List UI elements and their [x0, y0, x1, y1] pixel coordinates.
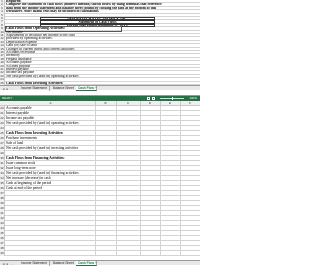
cell-a[interactable]: Net cash provided by (used in) investing activities — [6, 146, 79, 150]
cell-a[interactable]: Accounts payable — [6, 106, 32, 110]
row-number[interactable]: 13 — [0, 39, 4, 44]
cell-a[interactable]: Purchase investments — [6, 136, 38, 140]
statement-header-cell[interactable]: For the Year Ended December 31, 20XX — [40, 24, 155, 27]
tab-income-statement[interactable]: Income Statement — [19, 261, 50, 266]
row-number[interactable]: 7 — [0, 20, 5, 23]
row-number[interactable]: 4 — [0, 10, 5, 13]
cell-a[interactable]: Cash Flows from Investing Activities: — [6, 131, 64, 135]
row-number[interactable]: 17 — [0, 53, 4, 58]
cell-a[interactable]: Adjustments to reconcile net income to net cash — [6, 34, 75, 37]
tab-balance-sheet[interactable]: Balance Sheet — [51, 86, 77, 91]
cell-a[interactable]: Accounts payable — [6, 61, 32, 65]
cell-a[interactable]: Net increase (decrease) in cash — [6, 176, 51, 180]
row-number[interactable]: 31 — [0, 161, 4, 165]
column-header-c[interactable]: C — [126, 101, 130, 105]
row-number[interactable]: 40 — [0, 206, 4, 210]
row-number[interactable]: 20 — [0, 63, 4, 68]
row-number[interactable]: 32 — [0, 166, 4, 170]
tab-balance-sheet[interactable]: Balance Sheet — [51, 261, 77, 266]
column-gridline — [140, 106, 141, 256]
column-header-b[interactable]: B — [104, 101, 107, 105]
cell-a[interactable]: Depreciation expense — [6, 40, 38, 44]
cell-a[interactable]: Interest payable — [6, 111, 29, 115]
column-gridline — [95, 106, 96, 256]
row-number[interactable]: 1 — [0, 0, 5, 3]
cell-a[interactable]: Inventory — [6, 54, 20, 58]
cell-a[interactable]: Cash Flows from Investing Activities: — [6, 81, 64, 85]
row-number[interactable]: 18 — [0, 56, 4, 61]
cell-a[interactable]: Net cash provided by (used in) operating activities — [6, 74, 79, 78]
cell-a[interactable]: Cash Flows from Operating Activities: — [6, 27, 121, 30]
cell-a[interactable]: provided by operating activities: — [6, 37, 53, 41]
column-header-e[interactable]: E — [168, 101, 171, 105]
column-header-f[interactable]: F — [189, 101, 191, 105]
row-number[interactable]: 42 — [0, 216, 4, 220]
row-number[interactable]: 29 — [0, 151, 4, 155]
cell-a[interactable]: Net cash provided by (used in) financing activities — [6, 171, 79, 175]
row-number[interactable]: 21 — [0, 67, 4, 71]
tab-overflow-ellipsis[interactable]: ... — [11, 261, 14, 266]
row-number[interactable]: 37 — [0, 191, 4, 195]
sheet-tab-bar-upper — [0, 85, 200, 90]
worksheet-pane-upper[interactable] — [0, 0, 200, 92]
row-number[interactable]: 44 — [0, 226, 4, 230]
row-number[interactable]: 35 — [0, 181, 4, 185]
row-number[interactable]: 46 — [0, 236, 4, 240]
cell-a[interactable]: Cash at end of the period — [6, 186, 43, 190]
row-number[interactable]: 24 — [0, 77, 4, 82]
row-number[interactable]: 25 — [0, 131, 4, 135]
row-number[interactable]: 2 — [0, 3, 5, 6]
row-number[interactable]: 12 — [0, 36, 4, 41]
cell-a[interactable]: Net cash provided by (used in) operating activities — [6, 121, 79, 125]
add-sheet-button[interactable]: + — [95, 86, 97, 90]
row-number[interactable]: 23 — [0, 73, 4, 78]
zoom-level[interactable]: 100% — [189, 96, 197, 100]
row-number[interactable]: 24 — [0, 126, 4, 130]
tab-overflow-ellipsis[interactable]: ... — [11, 86, 14, 91]
cell-a[interactable]: Changes in current assets and current liabilities: — [6, 47, 75, 51]
row-number[interactable]: 5 — [0, 14, 5, 17]
cell-a[interactable]: Issue long-term note — [6, 166, 36, 170]
row-number[interactable]: 26 — [0, 136, 4, 140]
statement-header-cell[interactable]: INNOVATECH ELECTRONICS, INC. — [40, 17, 155, 20]
row-number[interactable]: 39 — [0, 201, 4, 205]
cell-a[interactable]: Income tax payable — [6, 116, 35, 120]
tab-scroll-right-icon[interactable]: ► — [6, 261, 9, 266]
row-number[interactable]: 9 — [0, 27, 5, 30]
row-number[interactable]: 22 — [0, 70, 4, 75]
cell-a[interactable]: Sale of land — [6, 141, 24, 145]
row-number[interactable]: 6 — [0, 17, 5, 20]
cell-a[interactable]: Cash at beginning of the period — [6, 181, 52, 185]
add-sheet-button[interactable]: + — [95, 261, 97, 265]
sheet-tab-bar-lower — [0, 260, 200, 265]
cell-a[interactable]: Income tax payable — [6, 71, 35, 75]
column-gridline — [116, 106, 117, 256]
cell-a[interactable]: Cash Flows from Financing Activities: — [6, 156, 65, 160]
sheet-row — [0, 251, 200, 256]
tab-cash-flow[interactable]: Cash Flow — [76, 261, 97, 266]
row-number[interactable]: 27 — [0, 141, 4, 145]
row-number[interactable]: 25 — [0, 80, 4, 85]
tab-cash-flow[interactable]: Cash Flow — [76, 86, 97, 91]
row-number[interactable]: 10 — [0, 29, 4, 34]
cell-a[interactable]: data from the income statement and balance sheet (found by clicking the tabs at the bottom of this — [6, 6, 157, 10]
cell-a[interactable]: Accounts receivable — [6, 51, 36, 54]
row-number[interactable]: 3 — [0, 7, 5, 10]
column-header-d[interactable]: D — [148, 101, 152, 105]
row-number[interactable]: 43 — [0, 221, 4, 225]
column-gridline — [180, 106, 181, 256]
row-number[interactable]: 15 — [0, 46, 4, 51]
row-number[interactable]: 47 — [0, 241, 4, 245]
tab-income-statement[interactable]: Income Statement — [19, 86, 50, 91]
column-header-a[interactable]: A — [49, 101, 52, 105]
row-number[interactable]: 49 — [0, 251, 4, 255]
row-number[interactable]: 22 — [0, 116, 4, 120]
cell-a[interactable]: Gain (or) sale of land — [6, 44, 37, 48]
row-number[interactable]: 20 — [0, 106, 4, 110]
cell-a[interactable]: worksheet. Note: Blank cells may be included in calculations. — [6, 10, 100, 14]
row-number[interactable]: 19 — [0, 60, 4, 65]
row-number[interactable]: 11 — [0, 33, 4, 37]
column-gridline — [160, 106, 161, 256]
cell-a[interactable]: Interest payable — [6, 68, 29, 71]
tab-scroll-left-icon[interactable]: ◄ — [2, 86, 5, 91]
cell-a[interactable]: Accrued payable — [6, 64, 31, 68]
status-ready: READY — [2, 96, 13, 100]
row-number[interactable]: 28 — [0, 146, 4, 150]
cell-a[interactable]: Issue common stock — [6, 161, 36, 165]
row-number[interactable]: 45 — [0, 231, 4, 235]
zoom-slider-handle[interactable] — [172, 97, 174, 100]
normal-view-icon[interactable] — [147, 97, 150, 100]
row-number[interactable]: 36 — [0, 186, 4, 190]
row-number[interactable]: 21 — [0, 111, 4, 115]
statement-header-cell[interactable]: Statement of Cash Flows — [40, 20, 155, 23]
row-number[interactable]: 33 — [0, 171, 4, 175]
page-layout-icon[interactable] — [152, 97, 155, 100]
tab-scroll-right-icon[interactable]: ► — [6, 86, 9, 91]
row-number[interactable]: 30 — [0, 156, 4, 160]
cell-a[interactable]: Complete the statement of cash flows (indirect method) shown below by using formulas that reference — [6, 3, 162, 7]
cell-a[interactable]: Required: — [6, 0, 22, 3]
row-number[interactable]: 16 — [0, 50, 4, 54]
row-number[interactable]: 34 — [0, 176, 4, 180]
row-number[interactable]: 38 — [0, 196, 4, 200]
row-number[interactable]: 48 — [0, 246, 4, 250]
row-number[interactable]: 8 — [0, 24, 5, 27]
worksheet-pane-lower[interactable] — [0, 95, 200, 272]
row-number[interactable]: 41 — [0, 211, 4, 215]
tab-scroll-left-icon[interactable]: ◄ — [2, 261, 5, 266]
row-number[interactable]: 23 — [0, 121, 4, 125]
cell-a[interactable]: Prepaid insurance — [6, 57, 32, 61]
row-number[interactable]: 14 — [0, 43, 4, 48]
cell-a[interactable]: Net income — [6, 30, 23, 34]
